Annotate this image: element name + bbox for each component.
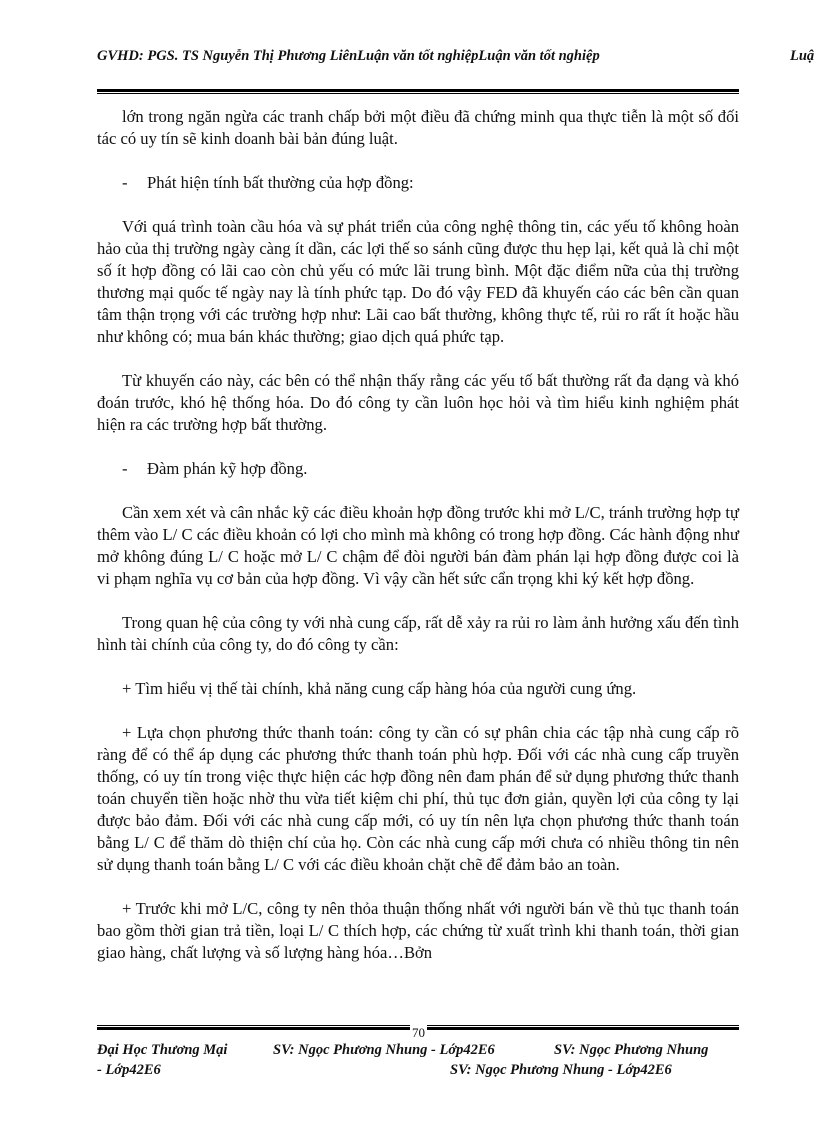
footer-school: Đại Học Thương Mại <box>97 1042 228 1058</box>
footer-student-1: SV: Ngọc Phương Nhung - Lớp42E6 <box>273 1042 495 1058</box>
page-header <box>97 48 816 70</box>
header-rule-thick <box>97 89 739 92</box>
bullet-marker: - <box>122 459 128 478</box>
paragraph: Trong quan hệ của công ty với nhà cung cấp, rất dễ xảy ra rủi ro làm ảnh hưởng xấu đến tình hình tài chính của công ty, do đó công ty cần: <box>97 613 739 654</box>
paragraph: Với quá trình toàn cầu hóa và sự phát triển của công nghệ thông tin, các yếu tố không hoàn hảo của thị trường ngày càng ít dần, các lợi thế so sánh cũng được thu hẹp lại, kết quả là chỉ một số ít hợp đồng có lãi cao còn chủ yếu có mức lãi trung bình. Một đặc điểm nữa của thị trường thương mại quốc tế ngày nay là tính phức tạp. Do đó vậy FED đã khuyến cáo các bên cần quan tâm thận trọng với các trường hợp như: Lãi cao bất thường, không thực tế, rủi ro rất ít hoặc hầu như không có; mua bán khác thường; giao dịch quá phức tạp. <box>97 217 739 346</box>
paragraph: + Lựa chọn phương thức thanh toán: công ty cần có sự phân chia các tập nhà cung cấp rõ ràng để có thể áp dụng các phương thức thanh toán phù hợp. Đối với các nhà cung cấp truyền thống, có uy tín trong việc thực hiện các hợp đồng nên đam phán để sử dụng phương thức thanh toán chuyển tiền hoặc nhờ thu vừa tiết kiệm chi phí, thủ tục đơn giản, quyền lợi của công ty lại được bảo đảm. Đối với các nhà cung cấp mới, có uy tín nên lựa chọn phương thức thanh toán bằng L/ C để thăm dò thiện chí của họ. Còn các nhà cung cấp mới chưa có nhiều thông tin nên sử dụng thanh toán bằng L/ C với các điều khoản chặt chẽ để đảm bảo an toàn. <box>97 723 739 874</box>
bullet-text: Phát hiện tính bất thường của hợp đồng: <box>147 173 414 192</box>
bullet-marker: - <box>122 173 128 192</box>
footer-student-2: SV: Ngọc Phương Nhung <box>554 1042 709 1058</box>
header-supervisor-title: GVHD: PGS. TS Nguyễn Thị Phương LiênLuận văn tốt nghiệpLuận văn tốt nghiệp <box>97 48 600 64</box>
header-cut-text: Luậ <box>790 48 815 64</box>
footer-class-wrap: - Lớp42E6 <box>97 1062 161 1078</box>
paragraph: Cần xem xét và cân nhắc kỹ các điều khoản hợp đồng trước khi mở L/C, tránh trường hợp tự thêm vào L/ C các điều khoản có lợi cho mình mà không có trong hợp đồng. Các hành động như mở không đúng L/ C hoặc mở L/ C chậm để đòi người bán đàm phán lại hợp đồng được coi là vi phạm nghĩa vụ cơ bản của hợp đồng. Vì vậy cần hết sức cẩn trọng khi ký kết hợp đồng. <box>97 503 739 588</box>
header-rule-thin <box>97 93 739 94</box>
bullet-heading <box>97 172 739 194</box>
paragraph: + Tìm hiểu vị thế tài chính, khả năng cung cấp hàng hóa của người cung ứng. <box>122 679 637 698</box>
paragraph: + Trước khi mở L/C, công ty nên thỏa thuận thống nhất với người bán về thủ tục thanh toán bao gồm thời gian trả tiền, loại L/ C thích hợp, các chứng từ xuất trình khi thanh toán, thời gian giao hàng, chất lượng và số lượng hàng hóa…Bởn <box>97 899 739 962</box>
paragraph: Từ khuyến cáo này, các bên có thể nhận thấy rằng các yếu tố bất thường rất đa dạng và khó đoán trước, khó hệ thống hóa. Do đó công ty cần luôn học hỏi và tìm hiểu kinh nghiệm phát hiện ra các trường hợp bất thường. <box>97 371 739 434</box>
bullet-heading <box>97 458 739 480</box>
bullet-text: Đàm phán kỹ hợp đồng. <box>147 459 308 478</box>
paragraph: lớn trong ngăn ngừa các tranh chấp bởi một điều đã chứng minh qua thực tiễn là một số đối tác có uy tín sẽ kinh doanh bài bản đúng luật. <box>97 107 739 148</box>
footer-student-3: SV: Ngọc Phương Nhung - Lớp42E6 <box>450 1062 672 1078</box>
document-body <box>97 106 739 986</box>
page-number: 70 <box>412 1025 425 1040</box>
